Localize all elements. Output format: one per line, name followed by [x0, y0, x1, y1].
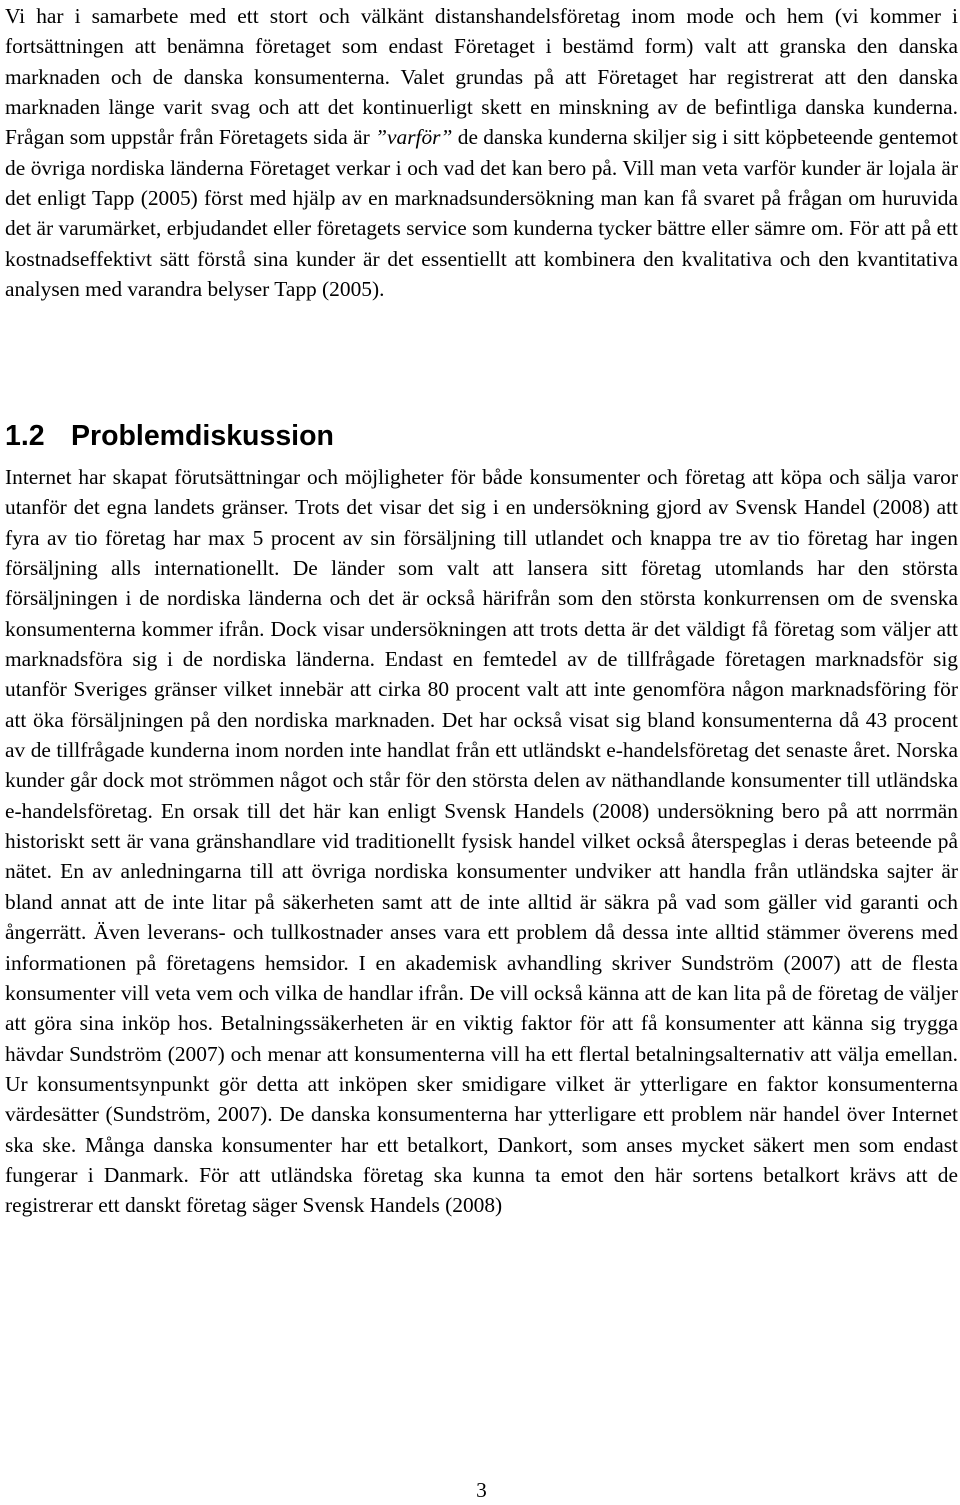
section-number: 1.2 — [5, 420, 45, 452]
section-title: Problemdiskussion — [71, 420, 334, 452]
document-page — [5, 0, 958, 1505]
intro-paragraph — [5, 1, 958, 304]
page-number: 3 — [476, 1478, 487, 1502]
intro-paragraph-text-end: de danska kunderna skiljer sig i sitt köpbeteende gentemot de övriga nordiska länderna Företaget verkar i och vad det kan bero på. Vill man veta varför kunder är lojala är det enligt Tapp (2005) först med hjälp av en marknadsundersökning man kan få svaret på frågan om huruvida det är varumärket, erbjudandet eller företagets service som kunderna tycker bättre eller sämre om. För att på ett kostnadseffektivt sätt förstå sina kunder är det essentiellt att kombinera den kvalitativa och den kvantitativa analysen med varandra belyser Tapp (2005). — [5, 125, 958, 302]
quoted-word-varfor: ”varför” — [375, 125, 453, 150]
intro-paragraph-text-start: Vi har i samarbete med ett stort och välkänt distanshandelsföretag inom mode och hem (vi kommer i fortsättningen att benämna företaget som endast Företaget i bestämd form) valt att granska den danska marknaden och de danska konsumenterna. Valet grundas på att Företaget har registrerat att den danska marknaden länge varit svag och att det kontinuerligt skett en minskning av de befintliga danska kunderna. Frågan som uppstår från Företagets sida är — [5, 4, 958, 150]
section-heading — [5, 418, 334, 454]
problem-discussion-paragraph: Internet har skapat förutsättningar och möjligheter för både konsumenter och företag att köpa och sälja varor utanför det egna landets gränser. Trots det visar det sig i en undersökning gjord av Svensk Handel (2008) att fyra av tio företag har max 5 procent av sin försäljning till utlandet och knappa tre av tio företag har ingen försäljning alls internationellt. De länder som valt att lansera sitt företag utomlands har den största försäljningen i de nordiska länderna och det är också härifrån som den största konkurrensen om de svenska konsumenterna kommer ifrån. Dock visar undersökningen att trots detta är det väldigt få företag som väljer att marknadsföra sig i de nordiska länderna. Endast en femtedel av de tillfrågade företagen marknadsför sig utanför Sveriges gränser vilket innebär att cirka 80 procent valt att inte genomföra någon marknadsföring för att öka försäljningen på den nordiska marknaden. Det har också visat sig bland konsumenterna då 43 procent av de tillfrågade kunderna inom norden inte handlat från ett utländskt e-handelsföretag det senaste året. Norska kunder går dock mot strömmen något och står för den största delen av näthandlande konsumenter till utländska e-handelsföretag. En orsak till det här kan enligt Svensk Handels (2008) undersökning bero på att norrmän historiskt sett är vana gränshandlare vid traditionellt fysisk handel vilket också återspeglas i deras beteende på nätet. En av anledningarna till att övriga nordiska konsumenter undviker att handla från utländska sajter är bland annat att de inte litar på säkerheten samt att de inte alltid är säkra på vad som gäller vid garanti och ångerrätt. Även leverans- och tullkostnader anses vara ett problem då dessa inte alltid stämmer överens med informationen på företagens hemsidor. I en akademisk avhandling skriver Sundström (2007) att de flesta konsumenter vill veta vem och vilka de handlar ifrån. De vill också känna att de kan lita på de företag de väljer att göra sina inköp hos. Betalningssäkerheten är en viktig faktor för att få konsumenter att känna sig trygga hävdar Sundström (2007) och menar att konsumenterna vill ha ett flertal betalningsalternativ att välja emellan. Ur konsumentsynpunkt gör detta att inköpen sker smidigare vilket är ytterligare en faktor konsumenterna värdesätter (Sundström, 2007). De danska konsumenterna har ytterligare ett problem när handel över Internet ska ske. Många danska konsumenter har ett betalkort, Dankort, som anses mycket säkert men som endast fungerar i Danmark. För att utländska företag ska kunna ta emot den här sortens betalkort krävs att de registrerar ett danskt företag säger Svensk Handels (2008) — [5, 465, 958, 1218]
